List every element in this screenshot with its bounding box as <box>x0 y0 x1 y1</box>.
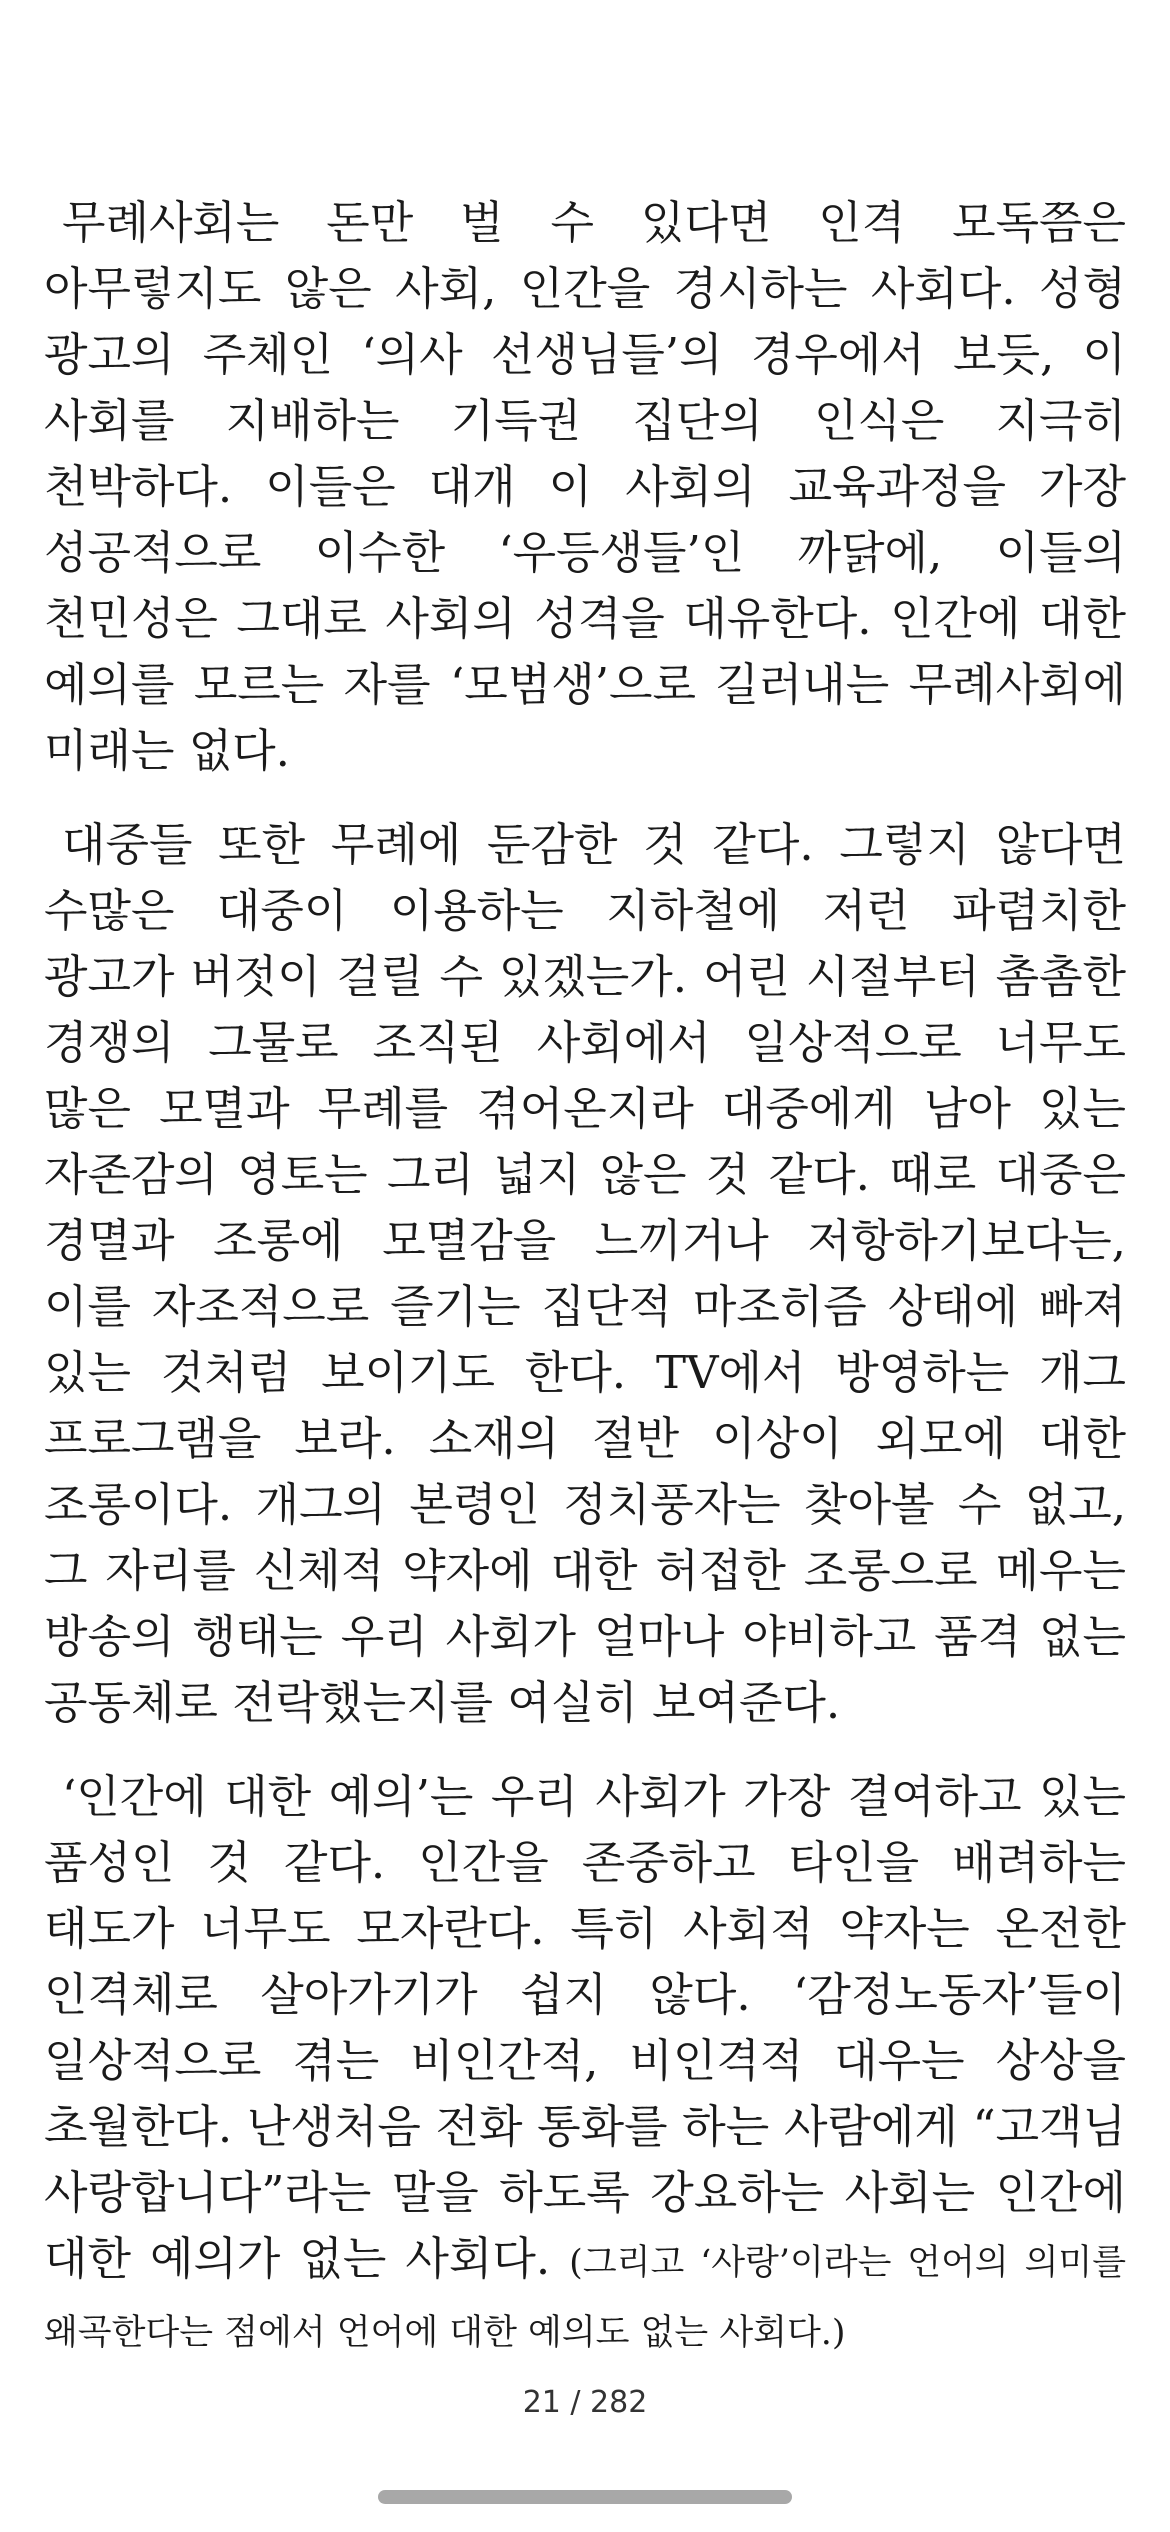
paragraph-1: 무례사회는 돈만 벌 수 있다면 인격 모독쯤은 아무렇지도 않은 사회, 인간을 경시하는 사회다. 성형 광고의 주체인 ‘의사 선생님들’의 경우에서 보듯, 이 사회를 지배하는 기득권 집단의 인식은 지극히 천박하다. 이들은 대개 이 사회의 교육과정을 가장 성공적으로 이수한 ‘우등생들’인 까닭에, 이들의 천민성은 그대로 사회의 성격을 대유한다. 인간에 대한 예의를 모르는 자를 ‘모범생’으로 길러내는 무례사회에 미래는 없다. <box>44 196 1126 777</box>
paragraph-3-text: ‘인간에 대한 예의’는 우리 사회가 가장 결여하고 있는 품성인 것 같다. 인간을 존중하고 타인을 배려하는 태도가 너무도 모자란다. 특히 사회적 약자는 온전한 인격체로 살아가기가 쉽지 않다. ‘감정노동자’들이 일상적으로 겪는 비인간적, 비인격적 대우는 상상을 초월한다. 난생처음 전화 통화를 하는 사람에게 “고객님 사랑합니다”라는 말을 하도록 강요하는 사회는 인간에 대한 예의가 없는 사회다. <box>44 1770 1127 2285</box>
paragraph-3-note: (그리고 ‘사랑’이라는 언어의 의미를 왜곡한다는 점에서 언어에 대한 예의도 없는 사회다.) <box>44 2243 1126 2353</box>
page-content <box>44 190 1126 2394</box>
paragraph-3 <box>44 1764 1126 2366</box>
page-indicator: 21 / 282 <box>522 2385 648 2420</box>
home-indicator-bar[interactable] <box>378 2490 792 2504</box>
paragraph-2: 대중들 또한 무례에 둔감한 것 같다. 그렇지 않다면 수많은 대중이 이용하는 지하철에 저런 파렴치한 광고가 버젓이 걸릴 수 있겠는가. 어린 시절부터 촘촘한 경쟁의 그물로 조직된 사회에서 일상적으로 너무도 많은 모멸과 무례를 겪어온지라 대중에게 남아 있는 자존감의 영토는 그리 넓지 않은 것 같다. 때로 대중은 경멸과 조롱에 모멸감을 느끼거나 저항하기보다는, 이를 자조적으로 즐기는 집단적 마조히즘 상태에 빠져 있는 것처럼 보이기도 한다. TV에서 방영하는 개그 프로그램을 보라. 소재의 절반 이상이 외모에 대한 조롱이다. 개그의 본령인 정치풍자는 찾아볼 수 없고, 그 자리를 신체적 약자에 대한 허접한 조롱으로 메우는 방송의 행태는 우리 사회가 얼마나 야비하고 품격 없는 공동체로 전락했는지를 여실히 보여준다. <box>44 818 1126 1729</box>
